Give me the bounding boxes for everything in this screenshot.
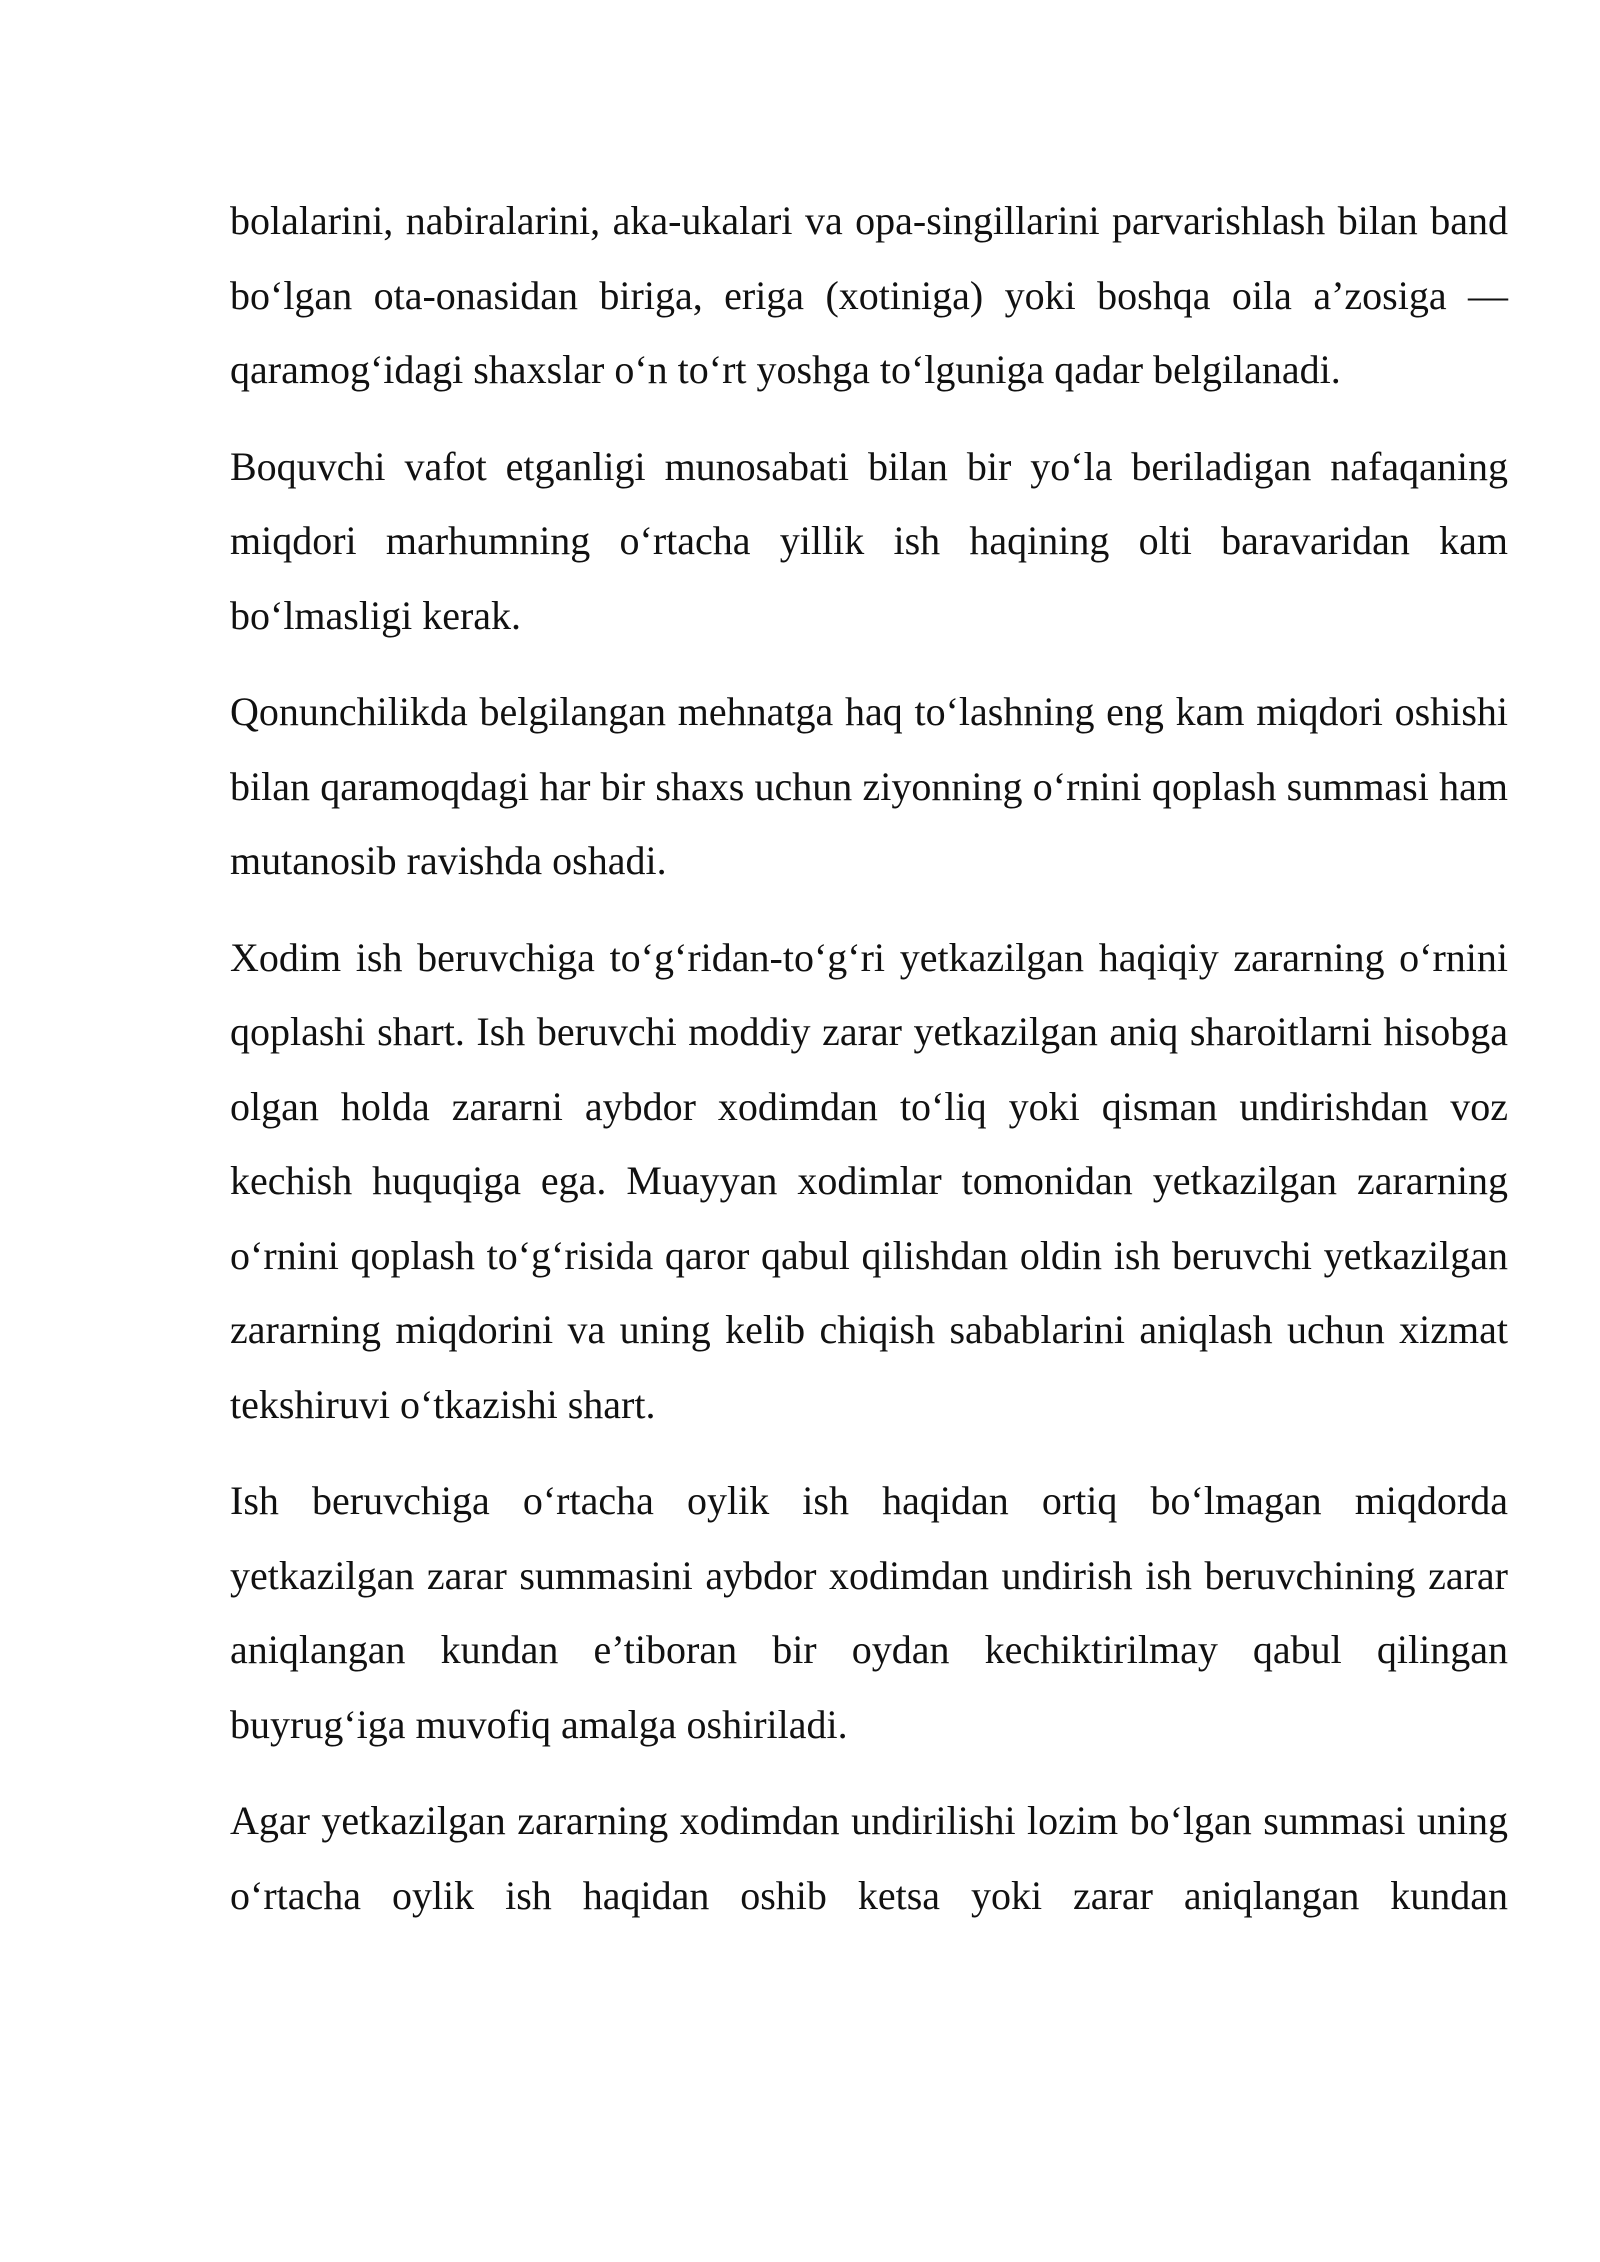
paragraph-5: Ish beruvchiga o‘rtacha oylik ish haqidan ortiq bo‘lmagan miqdorda yetkazilgan zarar summasini aybdor xodimdan undirish ish beruvchining zarar aniqlangan kundan e’tiboran bir oydan kechiktirilmay qabul qilingan buyrug‘iga muvofiq amalga oshiriladi. (230, 1478, 1508, 1747)
paragraph-3: Qonunchilikda belgilangan mehnatga haq to‘lashning eng kam miqdori oshishi bilan qaramoqdagi har bir shaxs uchun ziyonning o‘rnini qoplash summasi ham mutanosib ravishda oshadi. (230, 689, 1508, 883)
paragraph-6: Agar yetkazilgan zararning xodimdan undirilishi lozim bo‘lgan summasi uning o‘rtacha oylik ish haqidan oshib ketsa yoki zarar aniqlangan kundan (230, 1798, 1508, 1918)
paragraph-1: bolalarini, nabiralarini, aka-ukalari va opa-singillarini parvarishlash bilan band bo‘lgan ota-onasidan biriga, eriga (xotiniga) yoki boshqa oila a’zosiga — qaramog‘idagi shaxslar o‘n to‘rt yoshga to‘lguniga qadar belgilanadi. (230, 198, 1508, 392)
paragraph-4: Xodim ish beruvchiga to‘g‘ridan-to‘g‘ri yetkazilgan haqiqiy zararning o‘rnini qoplashi shart. Ish beruvchi moddiy zarar yetkazilgan aniq sharoitlarni hisobga olgan holda zararni aybdor xodimdan to‘liq yoki qisman undirishdan voz kechish huquqiga ega. Muayyan xodimlar tomonidan yetkazilgan zararning o‘rnini qoplash to‘g‘risida qaror qabul qilishdan oldin ish beruvchi yetkazilgan zararning miqdorini va uning kelib chiqish sabablarini aniqlash uchun xizmat tekshiruvi o‘tkazishi shart. (230, 934, 1508, 1427)
paragraph-2: Boquvchi vafot etganligi munosabati bilan bir yo‘la beriladigan nafaqaning miqdori marhumning o‘rtacha yillik ish haqining olti baravaridan kam bo‘lmasligi kerak. (230, 443, 1508, 638)
document-body (230, 184, 1508, 1955)
